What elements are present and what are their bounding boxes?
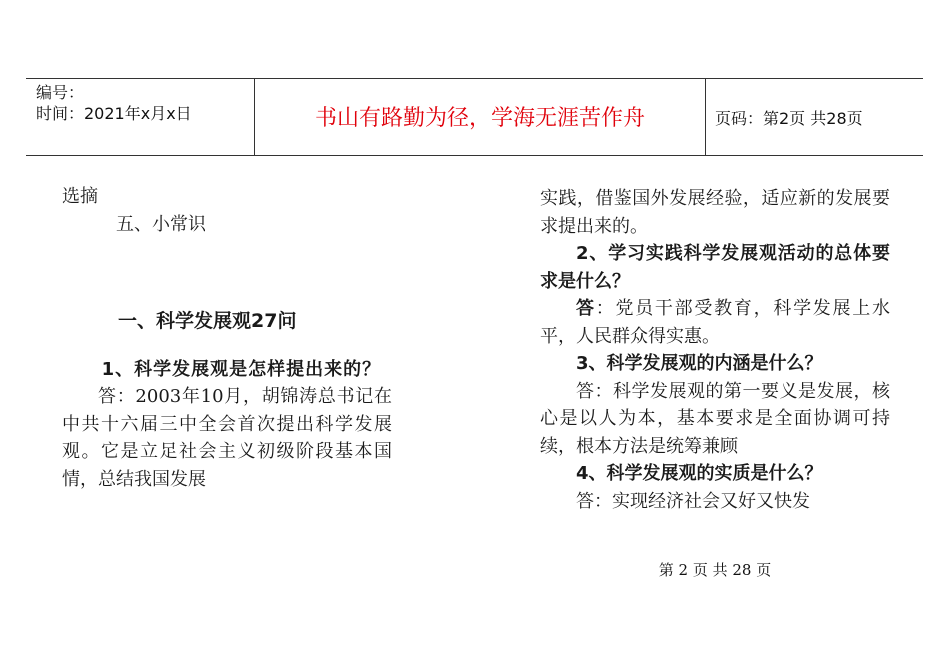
question-3-heading: 3、科学发展观的内涵是什么？: [576, 353, 823, 374]
motto-text: 书山有路勤为径，学海无涯苦作舟: [314, 106, 645, 131]
header-meta-cell: [26, 79, 254, 155]
question-2-answer: [540, 295, 890, 350]
section-five-heading: 五、小常识: [116, 213, 206, 235]
question-1-answer: 答：2003年10月，胡锦涛总书记在中共十六届三中全会首次提出科学发展观。它是立足社会主义初级阶段基本国情，总结我国发展: [62, 386, 392, 490]
question-4-heading: 4、科学发展观的实质是什么？: [576, 463, 823, 484]
document-header: [26, 78, 923, 156]
section-title: 一、科学发展观27问: [118, 310, 297, 332]
question-1-heading: 1、科学发展观是怎样提出来的？: [101, 358, 382, 380]
continued-text: 实践，借鉴国外发展经验，适应新的发展要求提出来的。: [540, 188, 890, 237]
header-page-cell: [705, 79, 923, 155]
question-3-answer: 答：科学发展观的第一要义是发展，核心是以人为本，基本要求是全面协调可持续，根本方法是统筹兼顾: [540, 380, 890, 457]
answer-text: ：党员干部受教育，科学发展上水平，人民群众得实惠。: [540, 298, 890, 347]
question-4-answer: 答：实现经济社会又好又快发: [576, 490, 810, 512]
header-motto-cell: [254, 79, 706, 155]
serial-number-label: 编号：: [36, 83, 85, 102]
page-code-label: 页码：第2页 共28页: [715, 109, 863, 128]
answer-label: 答: [576, 298, 596, 319]
excerpt-label: 选摘: [62, 186, 98, 207]
time-label: 时间：2021年x月x日: [36, 104, 192, 123]
right-text-column: [540, 185, 890, 515]
left-text-column: [62, 183, 392, 493]
page-footer: 第 2 页 共 28 页: [658, 561, 772, 579]
question-2-heading: 2、学习实践科学发展观活动的总体要求是什么？: [540, 243, 890, 292]
